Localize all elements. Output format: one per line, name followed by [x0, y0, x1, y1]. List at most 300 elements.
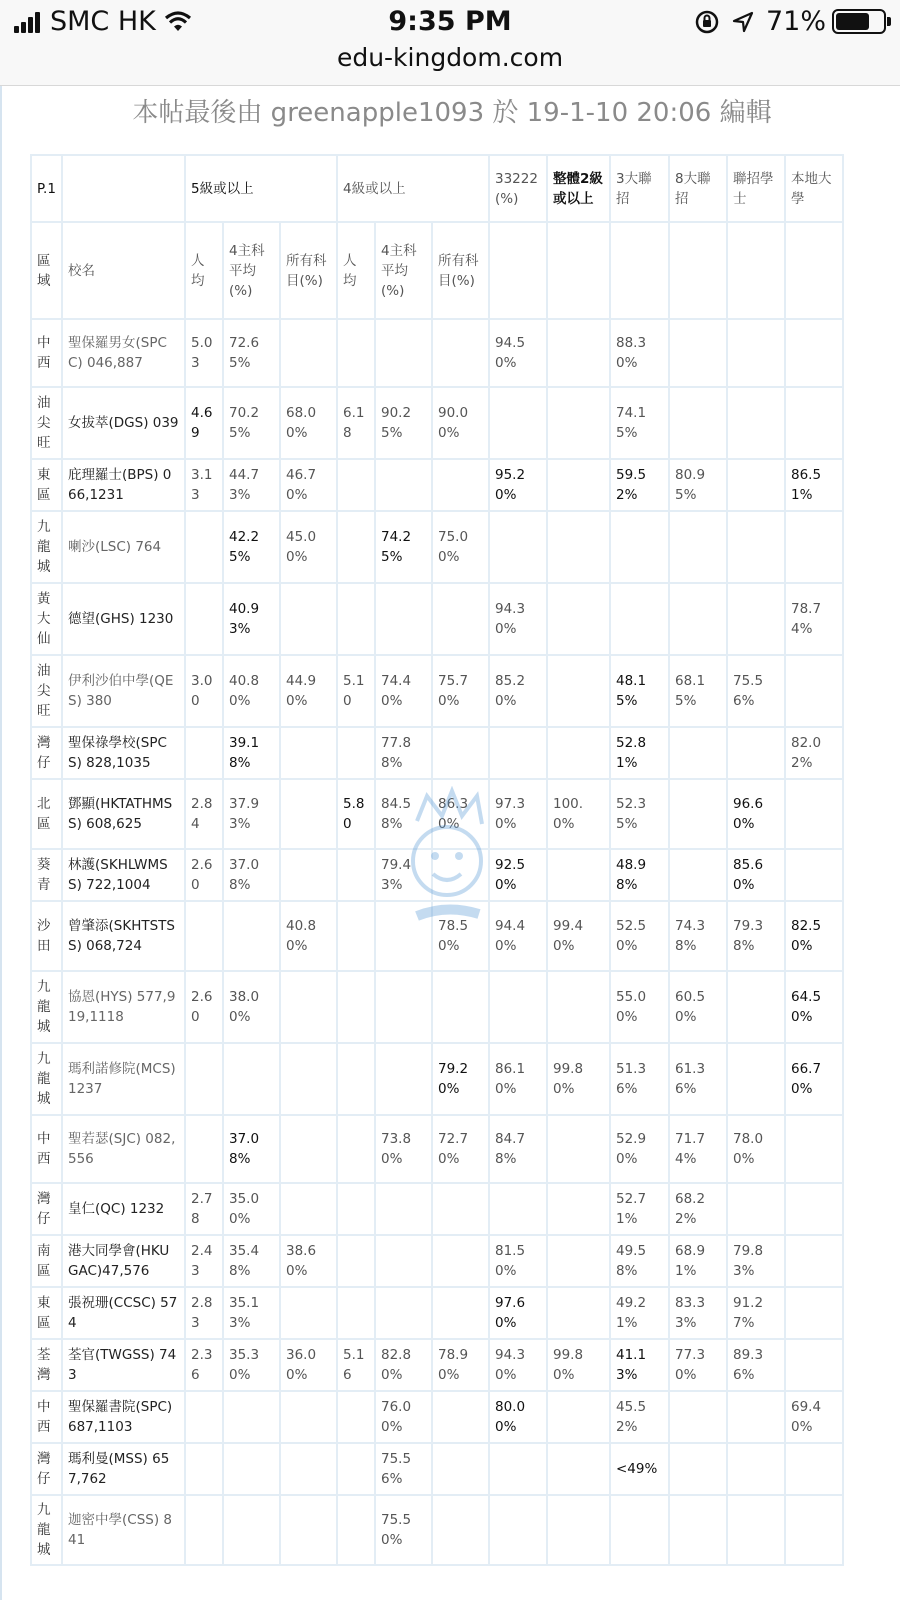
value-cell	[727, 1183, 785, 1235]
value-cell	[785, 1339, 843, 1391]
value-cell	[375, 319, 432, 387]
school-name-cell: 鄧顯(HKTATHMSS) 608,625	[62, 779, 185, 849]
value-cell	[185, 1443, 223, 1495]
edit-note: 本帖最後由 greenapple1093 於 19-1-10 20:06 編輯	[132, 98, 772, 128]
value-cell: 79.20%	[432, 1043, 489, 1115]
value-cell	[669, 387, 727, 459]
value-cell: 68.91%	[669, 1235, 727, 1287]
region-cell: 荃灣	[31, 1339, 62, 1391]
value-cell	[489, 387, 547, 459]
header-core5: 4主科平均(%)	[223, 222, 280, 319]
value-cell	[489, 511, 547, 583]
school-name-cell: 荃官(TWGSS) 743	[62, 1339, 185, 1391]
value-cell	[432, 459, 489, 511]
value-cell	[375, 1043, 432, 1115]
value-cell	[669, 1391, 727, 1443]
school-name-cell: 女拔萃(DGS) 039	[62, 387, 185, 459]
table-row	[31, 849, 843, 901]
value-cell	[337, 1287, 375, 1339]
value-cell	[547, 1235, 610, 1287]
value-cell	[337, 849, 375, 901]
region-cell: 北區	[31, 779, 62, 849]
value-cell: 84.78%	[489, 1115, 547, 1183]
value-cell	[375, 459, 432, 511]
value-cell: 35.00%	[223, 1183, 280, 1235]
value-cell: 2.83	[185, 1287, 223, 1339]
value-cell	[432, 971, 489, 1043]
address-bar[interactable]	[0, 43, 900, 86]
value-cell	[547, 655, 610, 727]
value-cell: <49%	[610, 1443, 669, 1495]
value-cell: 94.30%	[489, 583, 547, 655]
value-cell: 52.50%	[610, 901, 669, 971]
value-cell	[489, 1443, 547, 1495]
value-cell	[185, 511, 223, 583]
value-cell	[185, 1115, 223, 1183]
value-cell	[432, 849, 489, 901]
header-empty	[547, 222, 610, 319]
school-name-cell: 伊利沙伯中學(QES) 380	[62, 655, 185, 727]
value-cell: 72.70%	[432, 1115, 489, 1183]
status-bar	[0, 0, 900, 48]
value-cell	[669, 511, 727, 583]
value-cell: 44.73%	[223, 459, 280, 511]
value-cell	[669, 1495, 727, 1565]
table-row	[31, 971, 843, 1043]
value-cell	[280, 727, 337, 779]
value-cell	[727, 1495, 785, 1565]
value-cell	[785, 1115, 843, 1183]
value-cell: 86.10%	[489, 1043, 547, 1115]
url-text[interactable]: edu-kingdom.com	[336, 43, 564, 72]
value-cell: 5.10	[337, 655, 375, 727]
value-cell: 2.43	[185, 1235, 223, 1287]
table-row	[31, 1235, 843, 1287]
header-row-1	[31, 155, 843, 222]
value-cell	[375, 901, 432, 971]
value-cell	[337, 319, 375, 387]
value-cell: 77.88%	[375, 727, 432, 779]
value-cell	[280, 1495, 337, 1565]
value-cell: 68.15%	[669, 655, 727, 727]
value-cell	[185, 727, 223, 779]
value-cell: 51.36%	[610, 1043, 669, 1115]
school-name-cell: 聖保祿學校(SPCS) 828,1035	[62, 727, 185, 779]
value-cell	[337, 511, 375, 583]
region-cell: 中西	[31, 319, 62, 387]
value-cell	[489, 971, 547, 1043]
value-cell: 38.00%	[223, 971, 280, 1043]
value-cell	[375, 1287, 432, 1339]
value-cell	[337, 583, 375, 655]
carrier-name: SMC HK	[50, 6, 156, 37]
value-cell	[432, 727, 489, 779]
value-cell	[185, 1391, 223, 1443]
value-cell: 74.40%	[375, 655, 432, 727]
value-cell: 86.51%	[785, 459, 843, 511]
table-row	[31, 655, 843, 727]
value-cell	[337, 901, 375, 971]
value-cell	[547, 727, 610, 779]
value-cell	[375, 583, 432, 655]
value-cell	[223, 1043, 280, 1115]
header-top8: 8大聯招	[669, 155, 727, 222]
table-row	[31, 1287, 843, 1339]
value-cell	[280, 849, 337, 901]
value-cell: 77.30%	[669, 1339, 727, 1391]
value-cell: 85.20%	[489, 655, 547, 727]
value-cell: 44.90%	[280, 655, 337, 727]
value-cell: 52.35%	[610, 779, 669, 849]
value-cell	[223, 1391, 280, 1443]
value-cell: 74.25%	[375, 511, 432, 583]
value-cell	[785, 1235, 843, 1287]
value-cell	[337, 1115, 375, 1183]
value-cell	[785, 655, 843, 727]
value-cell: 70.25%	[223, 387, 280, 459]
region-cell: 九龍城	[31, 971, 62, 1043]
value-cell: 86.30%	[432, 779, 489, 849]
table-row	[31, 1115, 843, 1183]
school-name-cell: 庇理羅士(BPS) 066,1231	[62, 459, 185, 511]
value-cell: 78.50%	[432, 901, 489, 971]
value-cell: 37.08%	[223, 1115, 280, 1183]
value-cell	[280, 1443, 337, 1495]
value-cell	[547, 511, 610, 583]
value-cell: 75.50%	[375, 1495, 432, 1565]
header-grade5: 5級或以上	[185, 155, 337, 222]
value-cell: 42.25%	[223, 511, 280, 583]
value-cell	[223, 1495, 280, 1565]
value-cell	[185, 583, 223, 655]
value-cell	[185, 1495, 223, 1565]
header-local: 本地大學	[785, 155, 843, 222]
value-cell: 78.00%	[727, 1115, 785, 1183]
value-cell: 64.50%	[785, 971, 843, 1043]
school-name-cell: 迦密中學(CSS) 841	[62, 1495, 185, 1565]
value-cell: 2.60	[185, 971, 223, 1043]
value-cell	[489, 1495, 547, 1565]
value-cell: 5.80	[337, 779, 375, 849]
value-cell	[280, 1183, 337, 1235]
value-cell	[547, 1183, 610, 1235]
value-cell: 59.52%	[610, 459, 669, 511]
region-cell: 油尖旺	[31, 387, 62, 459]
value-cell: 55.00%	[610, 971, 669, 1043]
value-cell: 60.50%	[669, 971, 727, 1043]
table-row	[31, 583, 843, 655]
value-cell	[432, 319, 489, 387]
value-cell: 52.81%	[610, 727, 669, 779]
value-cell	[727, 387, 785, 459]
region-cell: 灣仔	[31, 727, 62, 779]
value-cell: 99.40%	[547, 901, 610, 971]
header-blank	[62, 155, 185, 222]
header-top3: 3大聯招	[610, 155, 669, 222]
value-cell: 49.21%	[610, 1287, 669, 1339]
header-empty	[610, 222, 669, 319]
value-cell: 80.95%	[669, 459, 727, 511]
value-cell: 38.60%	[280, 1235, 337, 1287]
value-cell: 36.00%	[280, 1339, 337, 1391]
value-cell: 88.30%	[610, 319, 669, 387]
value-cell	[727, 511, 785, 583]
value-cell	[280, 1391, 337, 1443]
value-cell	[669, 727, 727, 779]
value-cell	[432, 1495, 489, 1565]
value-cell: 85.60%	[727, 849, 785, 901]
region-cell: 九龍城	[31, 1043, 62, 1115]
value-cell: 40.80%	[280, 901, 337, 971]
value-cell	[547, 1391, 610, 1443]
value-cell: 41.13%	[610, 1339, 669, 1391]
header-all5: 所有科目(%)	[280, 222, 337, 319]
value-cell	[185, 901, 223, 971]
value-cell	[547, 583, 610, 655]
value-cell	[375, 1235, 432, 1287]
value-cell	[432, 1235, 489, 1287]
header-row-2	[31, 222, 843, 319]
value-cell	[432, 1183, 489, 1235]
value-cell: 81.50%	[489, 1235, 547, 1287]
battery-icon	[832, 9, 886, 34]
value-cell	[610, 583, 669, 655]
value-cell	[337, 459, 375, 511]
value-cell: 74.38%	[669, 901, 727, 971]
region-cell: 九龍城	[31, 1495, 62, 1565]
value-cell: 2.78	[185, 1183, 223, 1235]
school-name-cell: 港大同學會(HKUGAC)47,576	[62, 1235, 185, 1287]
region-cell: 南區	[31, 1235, 62, 1287]
table-row	[31, 1339, 843, 1391]
value-cell: 48.15%	[610, 655, 669, 727]
value-cell: 3.13	[185, 459, 223, 511]
region-cell: 東區	[31, 459, 62, 511]
header-33222: 33222 (%)	[489, 155, 547, 222]
value-cell: 2.36	[185, 1339, 223, 1391]
header-overall2: 整體2級或以上	[547, 155, 610, 222]
table-row	[31, 901, 843, 971]
value-cell: 95.20%	[489, 459, 547, 511]
value-cell: 52.71%	[610, 1183, 669, 1235]
value-cell	[547, 319, 610, 387]
value-cell: 82.80%	[375, 1339, 432, 1391]
school-name-cell: 張祝珊(CCSC) 574	[62, 1287, 185, 1339]
value-cell	[785, 779, 843, 849]
value-cell: 83.33%	[669, 1287, 727, 1339]
region-cell: 中西	[31, 1115, 62, 1183]
value-cell: 61.36%	[669, 1043, 727, 1115]
value-cell: 5.03	[185, 319, 223, 387]
header-empty	[669, 222, 727, 319]
value-cell: 75.56%	[727, 655, 785, 727]
school-name-cell: 皇仁(QC) 1232	[62, 1183, 185, 1235]
value-cell: 99.80%	[547, 1339, 610, 1391]
value-cell	[547, 459, 610, 511]
value-cell: 6.18	[337, 387, 375, 459]
value-cell	[727, 319, 785, 387]
value-cell	[547, 1287, 610, 1339]
value-cell: 72.65%	[223, 319, 280, 387]
value-cell	[669, 583, 727, 655]
value-cell	[280, 1287, 337, 1339]
value-cell: 5.16	[337, 1339, 375, 1391]
header-empty	[785, 222, 843, 319]
table-row	[31, 319, 843, 387]
value-cell	[337, 1495, 375, 1565]
table-row	[31, 779, 843, 849]
value-cell	[280, 779, 337, 849]
value-cell	[727, 1043, 785, 1115]
region-cell: 灣仔	[31, 1443, 62, 1495]
value-cell	[727, 583, 785, 655]
table-row	[31, 727, 843, 779]
value-cell	[610, 511, 669, 583]
table-row	[31, 1183, 843, 1235]
header-p1: P.1	[31, 155, 62, 222]
value-cell	[727, 1391, 785, 1443]
value-cell: 89.36%	[727, 1339, 785, 1391]
value-cell	[337, 727, 375, 779]
value-cell	[669, 849, 727, 901]
value-cell	[727, 459, 785, 511]
value-cell: 69.40%	[785, 1391, 843, 1443]
value-cell	[727, 971, 785, 1043]
header-core4: 4主科平均(%)	[375, 222, 432, 319]
value-cell	[337, 1043, 375, 1115]
value-cell: 78.74%	[785, 583, 843, 655]
value-cell	[547, 849, 610, 901]
value-cell: 97.30%	[489, 779, 547, 849]
value-cell: 94.30%	[489, 1339, 547, 1391]
value-cell	[785, 1183, 843, 1235]
value-cell	[785, 1443, 843, 1495]
value-cell: 52.90%	[610, 1115, 669, 1183]
value-cell	[785, 387, 843, 459]
value-cell	[280, 1043, 337, 1115]
school-name-cell: 瑪利曼(MSS) 657,762	[62, 1443, 185, 1495]
value-cell: 92.50%	[489, 849, 547, 901]
value-cell: 94.50%	[489, 319, 547, 387]
value-cell	[785, 511, 843, 583]
value-cell	[669, 1443, 727, 1495]
value-cell	[669, 779, 727, 849]
value-cell: 73.80%	[375, 1115, 432, 1183]
region-cell: 中西	[31, 1391, 62, 1443]
value-cell	[547, 1495, 610, 1565]
page-content	[0, 86, 900, 1600]
value-cell	[669, 319, 727, 387]
value-cell	[337, 1443, 375, 1495]
header-empty	[727, 222, 785, 319]
value-cell: 68.22%	[669, 1183, 727, 1235]
value-cell	[375, 971, 432, 1043]
value-cell	[432, 1391, 489, 1443]
value-cell	[280, 1115, 337, 1183]
header-joint: 聯招學士	[727, 155, 785, 222]
value-cell: 82.50%	[785, 901, 843, 971]
value-cell: 48.98%	[610, 849, 669, 901]
value-cell: 99.80%	[547, 1043, 610, 1115]
table-row	[31, 459, 843, 511]
region-cell: 葵青	[31, 849, 62, 901]
value-cell	[727, 1443, 785, 1495]
value-cell: 37.93%	[223, 779, 280, 849]
value-cell	[489, 727, 547, 779]
value-cell: 49.58%	[610, 1235, 669, 1287]
value-cell: 75.56%	[375, 1443, 432, 1495]
school-name-cell: 聖若瑟(SJC) 082,556	[62, 1115, 185, 1183]
value-cell: 75.70%	[432, 655, 489, 727]
value-cell: 68.00%	[280, 387, 337, 459]
region-cell: 油尖旺	[31, 655, 62, 727]
region-cell: 沙田	[31, 901, 62, 971]
value-cell: 35.48%	[223, 1235, 280, 1287]
school-name-cell: 瑪利諾修院(MCS) 1237	[62, 1043, 185, 1115]
region-cell: 灣仔	[31, 1183, 62, 1235]
value-cell	[610, 1495, 669, 1565]
value-cell	[432, 583, 489, 655]
value-cell	[785, 849, 843, 901]
region-cell: 黃大仙	[31, 583, 62, 655]
school-name-cell: 德望(GHS) 1230	[62, 583, 185, 655]
value-cell	[337, 1235, 375, 1287]
value-cell: 90.00%	[432, 387, 489, 459]
value-cell: 74.15%	[610, 387, 669, 459]
school-name-cell: 聖保羅書院(SPC)687,1103	[62, 1391, 185, 1443]
school-name-cell: 喇沙(LSC) 764	[62, 511, 185, 583]
header-all4: 所有科目(%)	[432, 222, 489, 319]
value-cell	[489, 1183, 547, 1235]
value-cell: 40.80%	[223, 655, 280, 727]
header-avg5: 人均	[185, 222, 223, 319]
value-cell: 71.74%	[669, 1115, 727, 1183]
value-cell: 2.84	[185, 779, 223, 849]
value-cell: 91.27%	[727, 1287, 785, 1339]
value-cell: 84.58%	[375, 779, 432, 849]
location-arrow-icon	[732, 11, 754, 33]
value-cell	[375, 1183, 432, 1235]
value-cell	[337, 1391, 375, 1443]
clock: 9:35 PM	[388, 6, 512, 37]
value-cell	[185, 1043, 223, 1115]
value-cell: 2.60	[185, 849, 223, 901]
value-cell: 100.0%	[547, 779, 610, 849]
table-row	[31, 1043, 843, 1115]
value-cell: 46.70%	[280, 459, 337, 511]
header-empty	[489, 222, 547, 319]
value-cell: 45.52%	[610, 1391, 669, 1443]
value-cell	[223, 1443, 280, 1495]
value-cell: 4.69	[185, 387, 223, 459]
table-row	[31, 387, 843, 459]
value-cell	[280, 583, 337, 655]
value-cell: 79.38%	[727, 901, 785, 971]
value-cell: 40.93%	[223, 583, 280, 655]
value-cell: 75.00%	[432, 511, 489, 583]
table-row	[31, 1443, 843, 1495]
header-school: 校名	[62, 222, 185, 319]
value-cell	[432, 1287, 489, 1339]
value-cell: 35.30%	[223, 1339, 280, 1391]
value-cell: 37.08%	[223, 849, 280, 901]
header-avg4: 人均	[337, 222, 375, 319]
value-cell	[337, 1183, 375, 1235]
value-cell	[727, 727, 785, 779]
value-cell: 3.00	[185, 655, 223, 727]
school-name-cell: 曾肇添(SKHTSTSS) 068,724	[62, 901, 185, 971]
value-cell: 66.70%	[785, 1043, 843, 1115]
